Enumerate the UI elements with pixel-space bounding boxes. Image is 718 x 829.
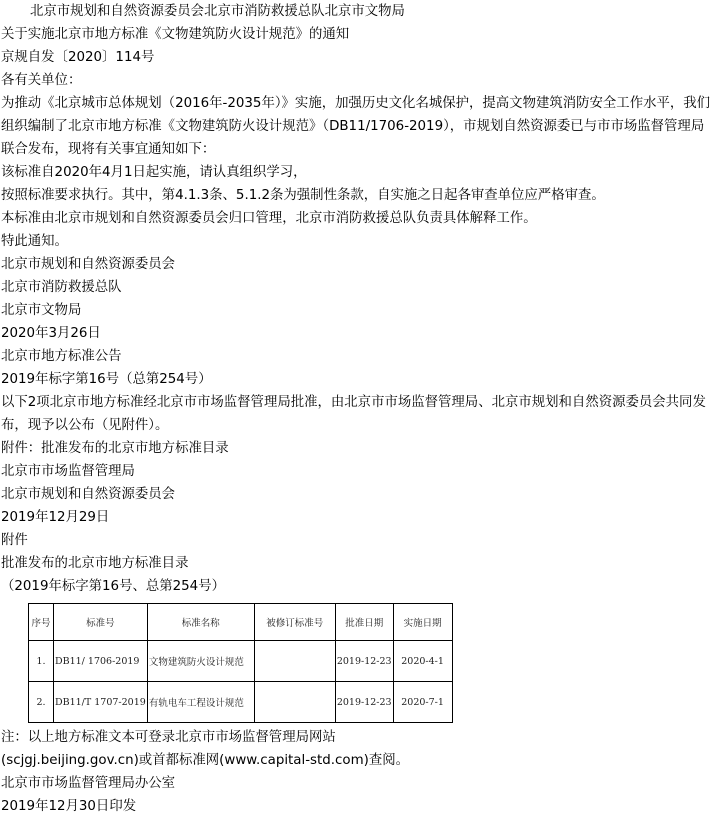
footer-print-date: 2019年12月30日印发 <box>1 799 137 814</box>
appendix-title: 批准发布的北京市地方标准目录 <box>1 556 189 571</box>
announcement-signature-2: 北京市规划和自然资源委员会 <box>1 487 176 502</box>
announcement-number: 2019年标字第16号（总第254号） <box>1 372 212 387</box>
standards-table-wrapper <box>0 598 718 726</box>
header-standard-no: 标准号 <box>54 604 148 641</box>
table-row <box>29 641 453 682</box>
notice-signature-3: 北京市文物局 <box>1 303 82 318</box>
cell-seq: 2. <box>29 682 54 723</box>
cell-approval-date: 2019-12-23 <box>335 641 393 682</box>
salutation: 各有关单位： <box>1 73 82 88</box>
announcement-body: 以下2项北京市地方标准经北京市市场监督管理局批准，由北京市市场监督管理局、北京市规划和自然资源委员会共同发布，现予以公布（见附件）。 <box>1 395 706 433</box>
notice-signature-1: 北京市规划和自然资源委员会 <box>1 257 176 272</box>
appendix-subtitle: （2019年标字第16号、总第254号） <box>1 579 225 594</box>
cell-seq: 1. <box>29 641 54 682</box>
doc-number: 京规自发〔2020〕114号 <box>1 50 155 65</box>
notice-date: 2020年3月26日 <box>1 326 101 341</box>
cell-approval-date: 2019-12-23 <box>335 682 393 723</box>
table-header-row <box>29 604 453 641</box>
header-standard-name: 标准名称 <box>147 604 254 641</box>
appendix-label: 附件 <box>1 533 28 548</box>
notice-paragraph-3: 本标准由北京市规划和自然资源委员会归口管理，北京市消防救援总队负责具体解释工作。 <box>1 211 537 226</box>
cell-effective-date: 2020-7-1 <box>393 682 452 723</box>
attachment-note: 附件：批准发布的北京市地方标准目录 <box>1 441 229 456</box>
footer-office: 北京市市场监督管理局办公室 <box>1 776 176 791</box>
cell-standard-name: 文物建筑防火设计规范 <box>147 641 254 682</box>
announcement-title: 北京市地方标准公告 <box>1 349 122 364</box>
issuers-line: 北京市规划和自然资源委员会北京市消防救援总队北京市文物局 <box>30 4 405 19</box>
footer-note-line-1: 注：以上地方标准文本可登录北京市市场监督管理局网站 <box>1 730 336 745</box>
notice-paragraph-2b: 按照标准要求执行。其中，第4.1.3条、5.1.2条为强制性条款，自实施之日起各审查单位应严格审查。 <box>1 188 605 203</box>
notice-closing: 特此通知。 <box>1 234 68 249</box>
cell-standard-no: DB11/ 1706-2019 <box>54 641 148 682</box>
cell-effective-date: 2020-4-1 <box>393 641 452 682</box>
footer-note-line-2: (scjgj.beijing.gov.cn)或首都标准网(www.capital-std.com)查阅。 <box>1 753 410 768</box>
notice-signature-2: 北京市消防救援总队 <box>1 280 122 295</box>
header-seq: 序号 <box>29 604 54 641</box>
cell-standard-no: DB11/T 1707-2019 <box>54 682 148 723</box>
header-effective-date: 实施日期 <box>393 604 452 641</box>
header-revised-no: 被修订标准号 <box>254 604 335 641</box>
announcement-signature-1: 北京市市场监督管理局 <box>1 464 135 479</box>
notice-paragraph-1: 为推动《北京城市总体规划（2016年-2035年）》实施，加强历史文化名城保护，提高文物建筑消防安全工作水平，我们组织编制了北京市地方标准《文物建筑防火设计规范》（DB11/1706-2019），市规划自然资源委已与市市场监督管理局联合发布，现将有关事宜通知如下： <box>1 96 711 157</box>
standards-table <box>28 603 453 723</box>
cell-revised-no <box>254 682 335 723</box>
notice-paragraph-2a: 该标准自2020年4月1日起实施，请认真组织学习， <box>1 165 307 180</box>
cell-standard-name: 有轨电车工程设计规范 <box>147 682 254 723</box>
table-row <box>29 682 453 723</box>
announcement-date: 2019年12月29日 <box>1 510 110 525</box>
cell-revised-no <box>254 641 335 682</box>
header-approval-date: 批准日期 <box>335 604 393 641</box>
notice-title: 关于实施北京市地方标准《文物建筑防火设计规范》的通知 <box>1 27 350 42</box>
